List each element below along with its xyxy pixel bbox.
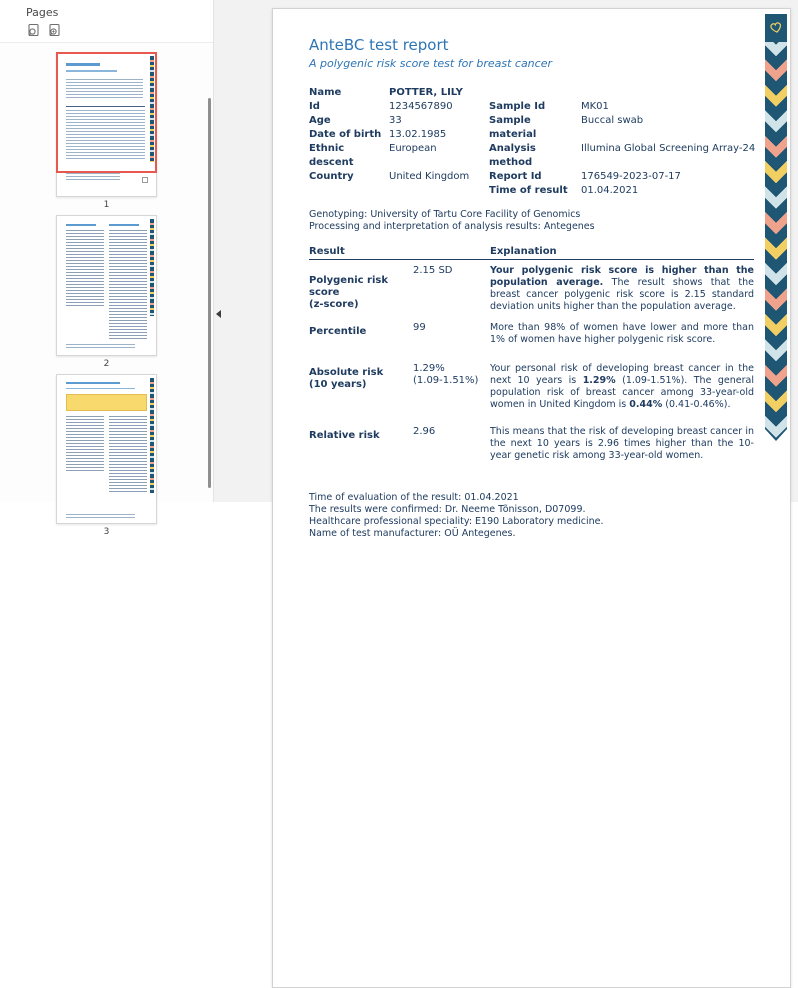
thumbnail-ribbon bbox=[150, 219, 154, 316]
result-value: 2.15 SD bbox=[413, 265, 453, 276]
result-row-relative-risk bbox=[309, 425, 754, 462]
result-label: Percentile bbox=[309, 326, 367, 337]
result-explanation: More than 98% of women have lower and more than 1% of women have higher polygenic risk score. bbox=[490, 322, 754, 345]
lab-attribution bbox=[309, 209, 754, 232]
info-value: United Kingdom bbox=[389, 171, 470, 182]
result-row-percentile bbox=[309, 321, 754, 346]
thumbnail-zoom-out-button[interactable] bbox=[26, 23, 42, 38]
info-value: Illumina Global Screening Array-24 bbox=[581, 143, 756, 154]
report-footer bbox=[309, 492, 754, 540]
info-value: 176549-2023-07-17 bbox=[581, 171, 681, 182]
thumbnail-preview-3 bbox=[56, 374, 157, 524]
result-value: 99 bbox=[413, 322, 426, 333]
genotyping-line: Genotyping: University of Tartu Core Facility of Genomics bbox=[309, 209, 581, 220]
thumbnail-toolbar bbox=[26, 23, 213, 38]
info-label: Name bbox=[309, 87, 342, 98]
result-value: 1.29% (1.09-1.51%) bbox=[413, 363, 479, 386]
info-label: Date of birth bbox=[309, 129, 382, 140]
collapse-sidebar-arrow-icon[interactable] bbox=[216, 310, 221, 318]
info-label: Age bbox=[309, 115, 331, 126]
info-value: 33 bbox=[389, 115, 402, 126]
footer-line: Time of evaluation of the result: 01.04.2021 bbox=[309, 492, 519, 503]
report-page bbox=[272, 8, 791, 988]
result-value: 2.96 bbox=[413, 426, 436, 437]
info-label: Time of result bbox=[489, 185, 568, 196]
result-label: Absolute risk (10 years) bbox=[309, 367, 384, 390]
info-label: Id bbox=[309, 101, 320, 112]
report-title: AnteBC test report bbox=[309, 36, 449, 54]
page-thumbnail-1[interactable] bbox=[56, 52, 157, 210]
page-thumbnail-3[interactable] bbox=[56, 374, 157, 537]
thumbnail-preview-2 bbox=[56, 215, 157, 356]
result-explanation: Your polygenic risk score is higher than the population average. The result shows that the breast cancer polygenic risk score is 2.15 standard deviation units higher than the population average. bbox=[490, 265, 755, 312]
result-row-polygenic-risk-score bbox=[309, 264, 754, 313]
info-value: 1234567890 bbox=[389, 101, 453, 112]
explanation-column-header: Explanation bbox=[490, 246, 557, 257]
info-label: Sample Id bbox=[489, 101, 546, 112]
info-value: European bbox=[389, 143, 437, 154]
info-label: Ethnic descent bbox=[309, 143, 354, 168]
info-value: Buccal swab bbox=[581, 115, 644, 126]
current-view-indicator bbox=[56, 52, 157, 173]
result-explanation: This means that the risk of developing breast cancer in the next 10 years is 2.96 times higher than the 10-year genetic risk among 33-year-old women. bbox=[490, 426, 754, 461]
info-value: 01.04.2021 bbox=[581, 185, 639, 196]
pages-panel-title: Pages bbox=[26, 6, 59, 19]
patient-info-section bbox=[309, 86, 754, 198]
ribbon-chevron-pattern bbox=[765, 42, 787, 441]
results-table-header bbox=[309, 246, 754, 260]
info-value: POTTER, LILY bbox=[389, 87, 463, 98]
thumbnail-zoom-in-icon bbox=[48, 25, 62, 40]
info-label: Sample material bbox=[489, 115, 537, 140]
page-number: 1 bbox=[103, 200, 110, 210]
document-viewer bbox=[214, 0, 798, 539]
patient-info-left bbox=[309, 86, 489, 198]
sample-info-right bbox=[489, 100, 755, 198]
decorative-ribbon bbox=[765, 14, 787, 441]
page-number: 2 bbox=[103, 359, 110, 369]
sidebar-scrollbar[interactable] bbox=[208, 98, 211, 488]
info-value: 13.02.1985 bbox=[389, 129, 447, 140]
result-row-absolute-risk bbox=[309, 362, 754, 411]
info-label: Country bbox=[309, 171, 354, 182]
footer-line: The results were confirmed: Dr. Neeme Tõnisson, D07099. bbox=[309, 504, 586, 515]
pages-panel-header bbox=[0, 0, 213, 43]
thumbnail-list bbox=[0, 43, 213, 537]
ribbon-banner bbox=[765, 14, 787, 42]
report-subtitle: A polygenic risk score test for breast cancer bbox=[309, 57, 552, 70]
thumbnail-zoom-in-button[interactable] bbox=[47, 23, 63, 38]
thumbnail-ribbon bbox=[150, 378, 154, 493]
info-label: Report Id bbox=[489, 171, 542, 182]
result-label: Polygenic risk score (z-score) bbox=[309, 275, 389, 310]
info-value: MK01 bbox=[581, 101, 609, 112]
info-label: Analysis method bbox=[489, 143, 536, 168]
footer-line: Healthcare professional speciality: E190 Laboratory medicine. bbox=[309, 516, 604, 527]
footer-line: Name of test manufacturer: OÜ Antegenes. bbox=[309, 528, 516, 539]
page-number: 3 bbox=[103, 527, 110, 537]
heart-outline-icon bbox=[769, 19, 783, 38]
pages-sidebar bbox=[0, 0, 214, 537]
page-thumbnail-2[interactable] bbox=[56, 215, 157, 369]
result-explanation: Your personal risk of developing breast cancer in the next 10 years is 1.29% (1.09-1.51%). The general population risk of breast cancer among 33-year-old women in United Kingdom is 0.44% (0.41-0.46%). bbox=[490, 363, 754, 410]
thumbnail-zoom-out-icon bbox=[27, 25, 41, 40]
processing-line: Processing and interpretation of analysis results: Antegenes bbox=[309, 220, 595, 232]
thumbnail-preview-1 bbox=[56, 52, 157, 197]
result-column-header: Result bbox=[309, 246, 345, 257]
result-label: Relative risk bbox=[309, 430, 380, 441]
